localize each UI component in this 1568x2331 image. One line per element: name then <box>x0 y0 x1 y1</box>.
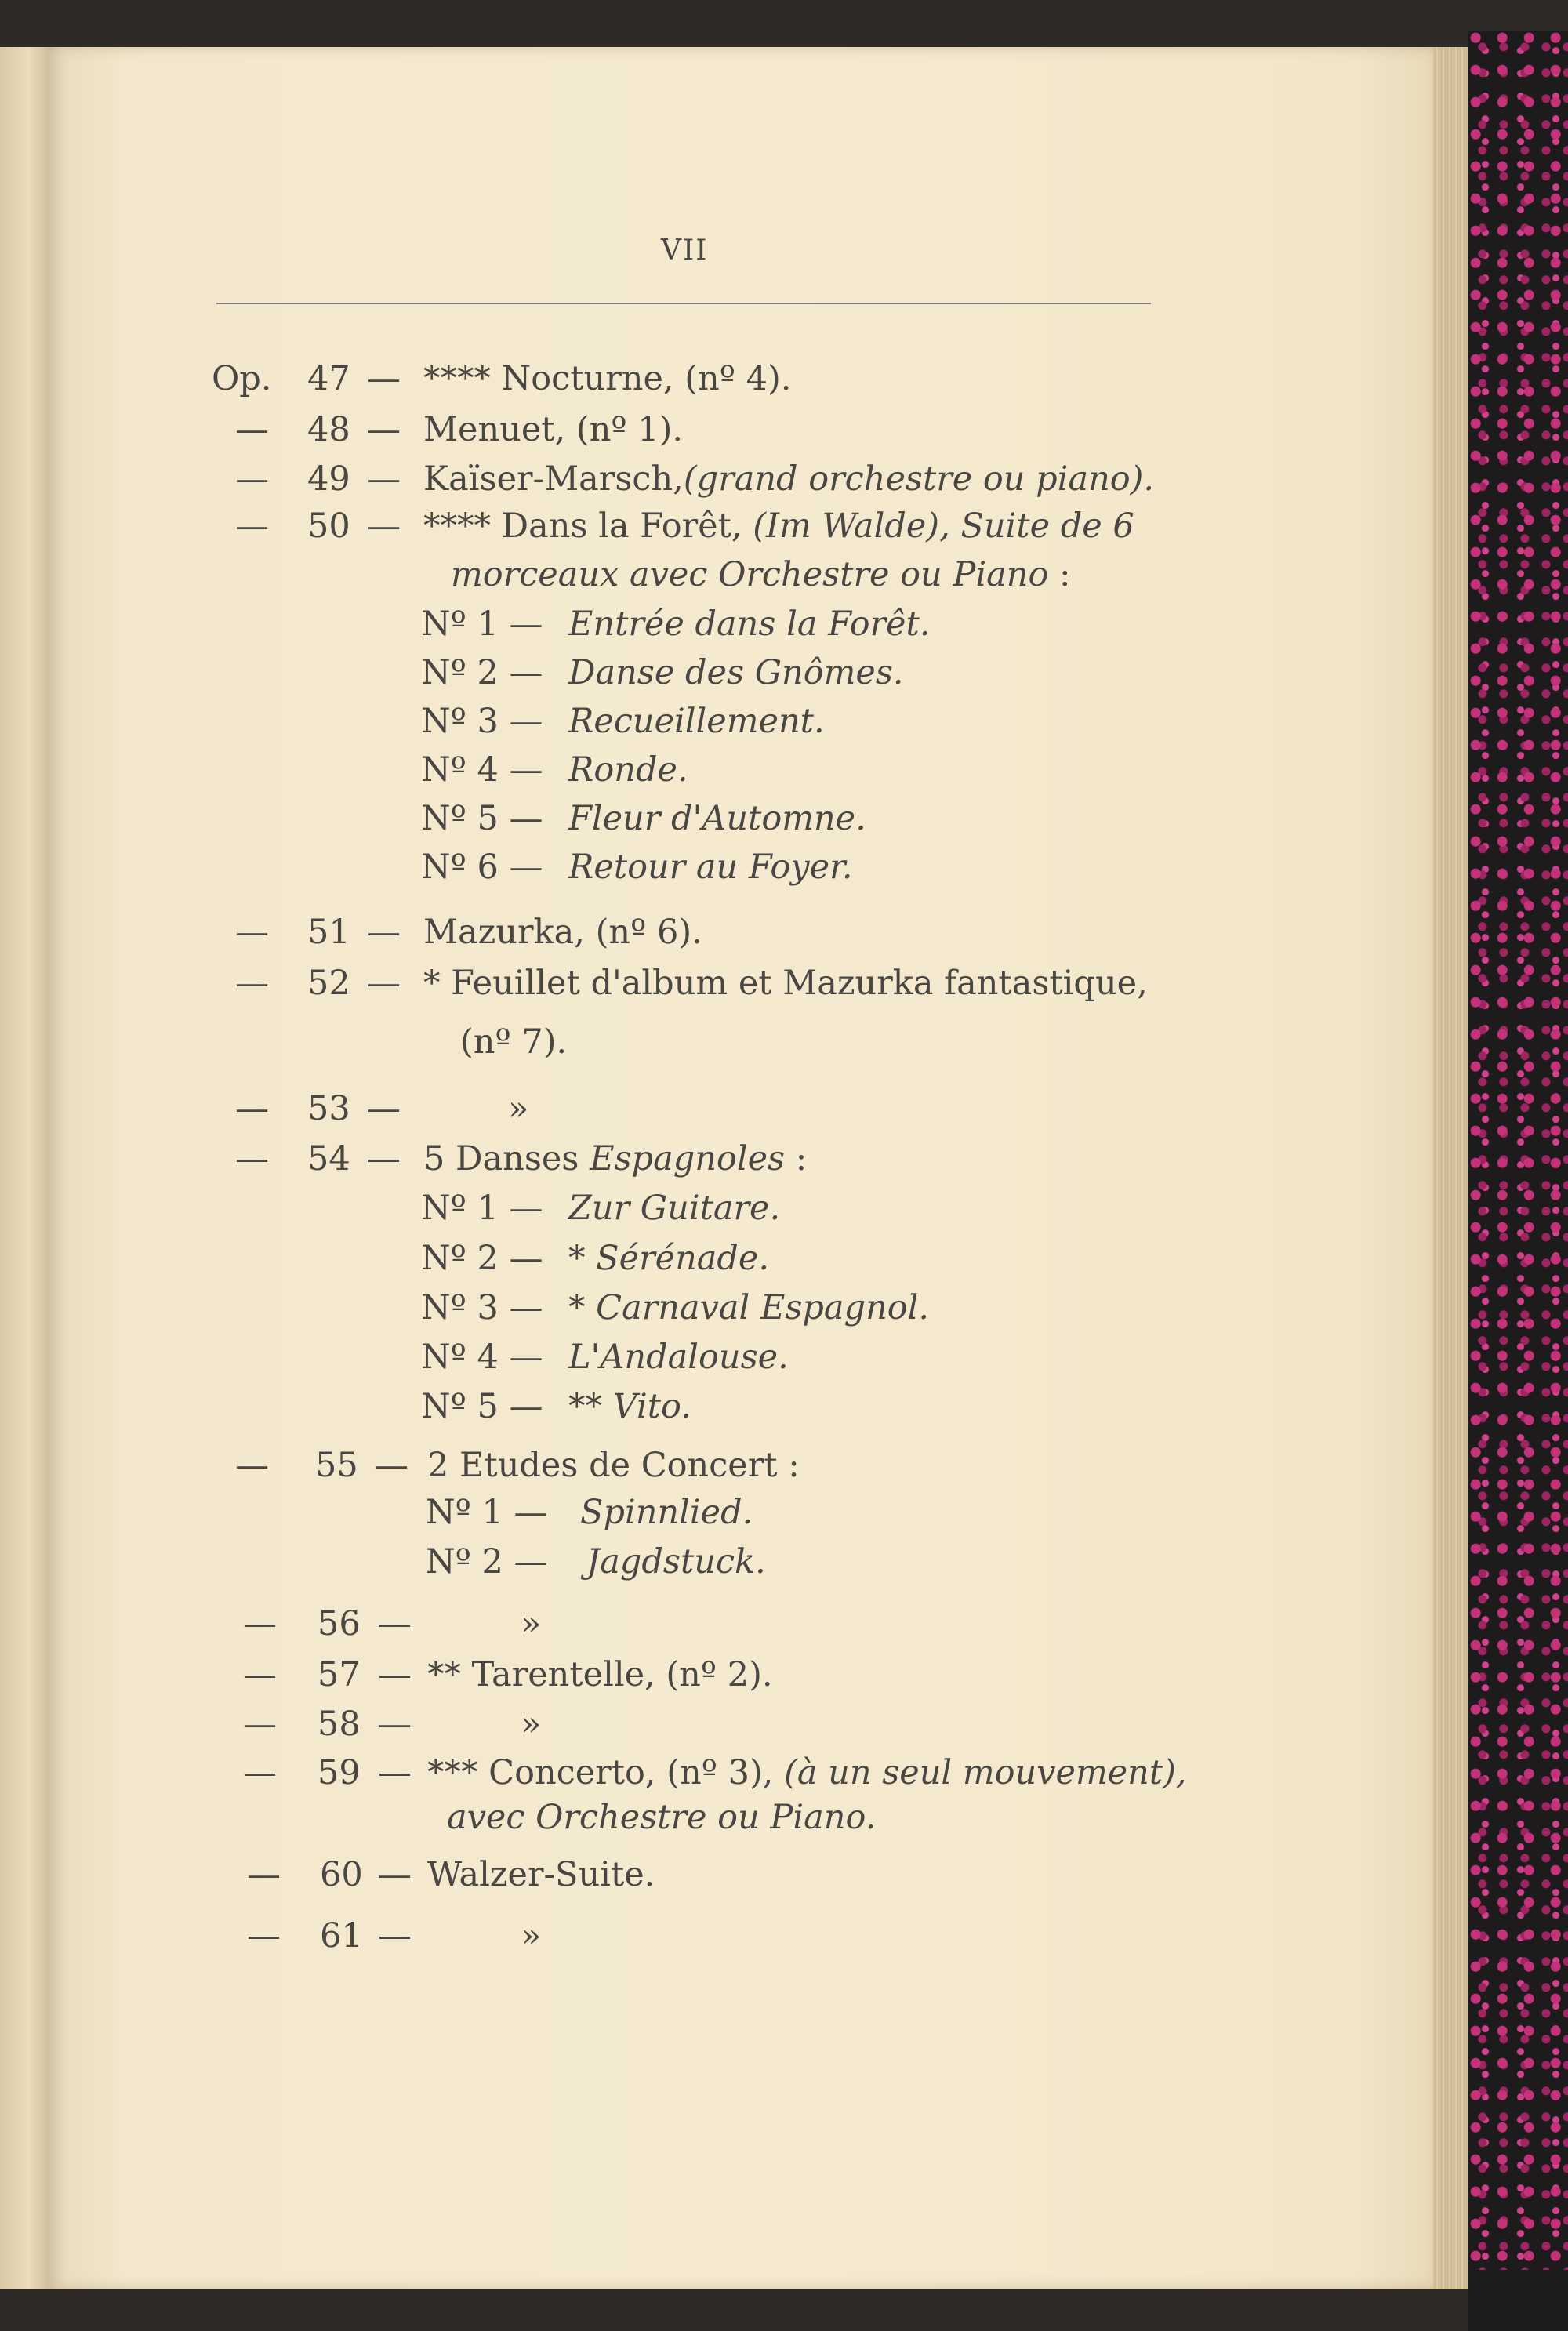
list-item <box>0 1139 1568 1189</box>
work-line <box>427 1753 1187 1792</box>
work-title: Walzer-Suite. <box>427 1855 655 1894</box>
sub-number: Nº 1 — <box>421 605 543 644</box>
op-label: Op. <box>212 359 272 398</box>
dash: — <box>378 1916 412 1955</box>
opus-number: 56 <box>318 1604 361 1643</box>
sub-title: Retour au Foyer. <box>568 848 853 887</box>
sub-item <box>0 702 1568 752</box>
opus-number: 55 <box>315 1446 358 1485</box>
sub-number: Nº 1 — <box>421 1189 543 1228</box>
list-item <box>0 1604 1568 1654</box>
sub-number: Nº 3 — <box>421 1288 543 1327</box>
sub-number: Nº 4 — <box>421 750 543 790</box>
sub-item <box>0 848 1568 898</box>
sub-title: * Sérénade. <box>568 1239 770 1278</box>
work-title-continued: (nº 7). <box>460 1022 568 1062</box>
work-line <box>423 507 1134 546</box>
work-title: **** Dans la Forêt, <box>423 507 753 546</box>
ditto-dash: — <box>235 1139 269 1178</box>
opus-number: 50 <box>307 507 350 546</box>
opus-number: 54 <box>307 1139 350 1178</box>
work-title: Menuet, (nº 1). <box>423 410 684 449</box>
sub-number: Nº 6 — <box>421 848 543 887</box>
work-title: Mazurka, (nº 6). <box>423 913 702 952</box>
dash: — <box>367 507 401 546</box>
ditto-mark: » <box>508 1089 529 1128</box>
opus-number: 52 <box>307 964 350 1003</box>
sub-item <box>0 653 1568 703</box>
sub-number: Nº 3 — <box>421 702 543 741</box>
ditto-dash: — <box>247 1916 281 1955</box>
dash: — <box>378 1855 412 1894</box>
dash: — <box>378 1705 412 1744</box>
list-item <box>0 1916 1568 1966</box>
sub-title: Fleur d'Automne. <box>568 799 866 838</box>
ditto-mark: » <box>521 1916 542 1955</box>
work-title: * Feuillet d'album et Mazurka fantastique, <box>423 964 1148 1003</box>
cover-bottom <box>1468 2270 1568 2331</box>
ditto-dash: — <box>243 1705 277 1744</box>
sub-item <box>0 1387 1568 1437</box>
ditto-dash: — <box>243 1655 277 1694</box>
ditto-dash: — <box>243 1604 277 1643</box>
list-item <box>0 1753 1568 1803</box>
list-item <box>0 410 1568 460</box>
ditto-dash: — <box>243 1753 277 1792</box>
list-item <box>0 1855 1568 1905</box>
list-item <box>0 555 1568 605</box>
list-item <box>0 507 1568 557</box>
ditto-dash: — <box>235 459 269 499</box>
sub-title: * Carnaval Espagnol. <box>568 1288 930 1327</box>
sub-title: Zur Guitare. <box>568 1189 781 1228</box>
work-line <box>423 1139 808 1178</box>
punctuation: : <box>785 1139 808 1178</box>
sub-item <box>0 799 1568 849</box>
sub-title: Entrée dans la Forêt. <box>568 605 931 644</box>
list-item <box>0 964 1568 1014</box>
list-item <box>0 1655 1568 1705</box>
sub-number: Nº 5 — <box>421 799 543 838</box>
dash: — <box>367 1139 401 1178</box>
work-note-continued: morceaux avec Orchestre ou Piano <box>451 555 1049 594</box>
work-title: *** Concerto, (nº 3), <box>427 1753 785 1792</box>
work-note: (grand orchestre ou piano). <box>683 459 1155 499</box>
header-rule <box>216 303 1151 304</box>
sub-item <box>0 1288 1568 1338</box>
sub-title: Danse des Gnômes. <box>568 653 904 692</box>
work-title: **** Nocturne, (nº 4). <box>423 359 792 398</box>
dash: — <box>378 1655 412 1694</box>
dash: — <box>367 459 401 499</box>
opus-number: 60 <box>320 1855 363 1894</box>
dash: — <box>378 1753 412 1792</box>
work-note: (à un seul mouvement), <box>784 1753 1187 1792</box>
work-title: 2 Etudes de Concert : <box>427 1446 800 1485</box>
opus-number: 49 <box>307 459 350 499</box>
sub-item <box>0 1542 1568 1592</box>
ditto-dash: — <box>235 410 269 449</box>
list-item <box>0 1798 1568 1848</box>
sub-title: Recueillement. <box>568 702 825 741</box>
continuation-line <box>451 555 1071 594</box>
sub-item <box>0 1239 1568 1289</box>
sub-number: Nº 2 — <box>421 1239 543 1278</box>
work-note: Espagnoles <box>590 1139 786 1178</box>
sub-title: ** Vito. <box>568 1387 691 1426</box>
work-title: Kaïser-Marsch, <box>423 459 684 499</box>
ditto-dash: — <box>235 964 269 1003</box>
list-item <box>0 1022 1568 1073</box>
work-line <box>423 459 1155 499</box>
opus-number: 61 <box>320 1916 363 1955</box>
opus-number: 58 <box>318 1705 361 1744</box>
ditto-dash: — <box>235 1446 269 1485</box>
ditto-dash: — <box>235 507 269 546</box>
ditto-mark: » <box>521 1604 542 1643</box>
work-title: 5 Danses <box>423 1139 590 1178</box>
punctuation: : <box>1059 555 1071 594</box>
dash: — <box>375 1446 408 1485</box>
sub-number: Nº 2 — <box>426 1542 548 1581</box>
opus-number: 57 <box>318 1655 361 1694</box>
dash: — <box>367 410 401 449</box>
work-title: ** Tarentelle, (nº 2). <box>427 1655 773 1694</box>
sub-title: L'Andalouse. <box>568 1338 789 1377</box>
work-note-continued: avec Orchestre ou Piano. <box>447 1798 877 1837</box>
dash: — <box>367 359 401 398</box>
ditto-dash: — <box>247 1855 281 1894</box>
page-number: VII <box>661 234 709 267</box>
ditto-dash: — <box>235 913 269 952</box>
ditto-mark: » <box>521 1705 542 1744</box>
opus-number: 59 <box>318 1753 361 1792</box>
work-note: (Im Walde), Suite de 6 <box>753 507 1134 546</box>
opus-number: 48 <box>307 410 350 449</box>
list-item <box>0 913 1568 963</box>
opus-number: 53 <box>307 1089 350 1128</box>
sub-item <box>0 1493 1568 1543</box>
sub-number: Nº 4 — <box>421 1338 543 1377</box>
list-item <box>0 359 1568 409</box>
sub-item <box>0 605 1568 655</box>
dash: — <box>367 1089 401 1128</box>
dash: — <box>367 964 401 1003</box>
sub-title: Jagdstuck. <box>586 1542 766 1581</box>
list-item <box>0 459 1568 510</box>
sub-item <box>0 1338 1568 1388</box>
sub-number: Nº 2 — <box>421 653 543 692</box>
list-item <box>0 1705 1568 1755</box>
dash: — <box>378 1604 412 1643</box>
sub-item <box>0 1189 1568 1239</box>
dash: — <box>367 913 401 952</box>
sub-title: Spinnlied. <box>580 1493 753 1532</box>
sub-title: Ronde. <box>568 750 688 790</box>
opus-number: 47 <box>307 359 350 398</box>
ditto-dash: — <box>235 1089 269 1128</box>
sub-number: Nº 1 — <box>426 1493 548 1532</box>
list-item <box>0 1089 1568 1139</box>
sub-number: Nº 5 — <box>421 1387 543 1426</box>
opus-number: 51 <box>307 913 350 952</box>
sub-item <box>0 750 1568 801</box>
list-item <box>0 1446 1568 1496</box>
